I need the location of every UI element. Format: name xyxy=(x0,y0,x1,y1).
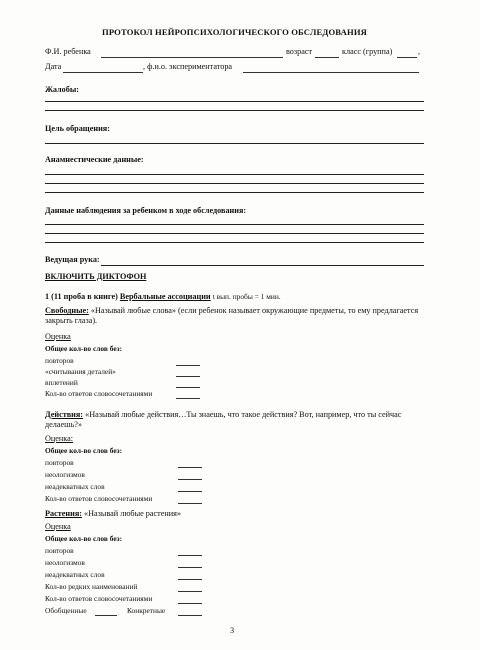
child-name-label: Ф.И. ребенка xyxy=(45,47,91,56)
anamnesis-line[interactable] xyxy=(45,192,424,193)
actions-score-label: Оценка: xyxy=(45,434,74,443)
observation-line[interactable] xyxy=(45,242,424,243)
free-item-field[interactable] xyxy=(176,365,200,366)
plants-item: неологизмов xyxy=(45,558,85,567)
free-item-field[interactable] xyxy=(176,387,200,388)
plants-label: Растения: xyxy=(45,509,82,518)
plants-item-field[interactable] xyxy=(178,603,202,604)
leading-hand-field[interactable] xyxy=(101,265,424,266)
test-number: 1 (11 проба в книге) xyxy=(45,292,118,301)
free-item-field[interactable] xyxy=(176,376,200,377)
test-name: Вербальные ассоциации xyxy=(119,292,211,301)
plants-score-label: Оценка xyxy=(45,522,71,531)
page-number: 3 xyxy=(230,626,235,635)
observation-line[interactable] xyxy=(45,233,424,234)
plants-item-field[interactable] xyxy=(178,591,202,592)
free-label: Свободные: xyxy=(45,306,89,315)
actions-total-label: Общее кол-во слов без: xyxy=(45,446,123,455)
class-field[interactable] xyxy=(397,57,417,58)
free-total-label: Общее кол-во слов без: xyxy=(45,344,123,353)
actions-item-field[interactable] xyxy=(178,479,202,480)
actions-item-field[interactable] xyxy=(178,503,202,504)
actions-item: Кол-во ответов словосочетаниями xyxy=(45,494,153,503)
observation-label: Данные наблюдения за ребенком в ходе обследования: xyxy=(45,206,247,215)
anamnesis-line[interactable] xyxy=(45,183,424,184)
generalized-field[interactable] xyxy=(95,615,117,616)
free-item: «считывания деталей» xyxy=(45,367,116,376)
plants-item: Кол-во редких наименований xyxy=(45,582,138,591)
free-text: «Называй любые слова» (если ребенок называет окружающие предметы, то ему предлагается закрыть глаза). xyxy=(45,306,419,325)
purpose-label: Цель обращения: xyxy=(45,124,110,133)
plants-text: «Называй любые растения» xyxy=(84,509,181,518)
child-name-field[interactable] xyxy=(101,57,283,58)
concrete-label: Конкретные xyxy=(127,606,166,615)
comma: , xyxy=(418,47,421,56)
plants-item: Кол-во ответов словосочетаниями xyxy=(45,594,153,603)
plants-item-field[interactable] xyxy=(178,567,202,568)
plants-item: повторов xyxy=(45,546,74,555)
plants-item: неадекватных слов xyxy=(45,570,105,579)
recorder-instruction: ВКЛЮЧИТЬ ДИКТОФОН xyxy=(45,272,147,281)
free-item: Кол-во ответов словосочетаниями xyxy=(45,389,153,398)
complaints-line[interactable] xyxy=(45,101,424,102)
actions-item-field[interactable] xyxy=(178,467,202,468)
free-item: повторов xyxy=(45,356,74,365)
test-time: t вып. пробы = 1 мин. xyxy=(212,292,281,301)
date-label: Дата xyxy=(45,62,62,71)
free-item: вплетений xyxy=(45,378,78,387)
concrete-field[interactable] xyxy=(178,615,202,616)
complaints-line[interactable] xyxy=(45,110,424,111)
actions-item-field[interactable] xyxy=(178,491,202,492)
generalized-label: Обобщенные xyxy=(45,606,87,615)
complaints-label: Жалобы: xyxy=(45,85,79,94)
experimenter-field[interactable] xyxy=(243,72,419,73)
actions-item: неологизмов xyxy=(45,470,85,479)
free-score-label: Оценка xyxy=(45,332,71,341)
free-item-field[interactable] xyxy=(176,398,200,399)
date-field[interactable] xyxy=(63,72,143,73)
purpose-line[interactable] xyxy=(45,143,424,144)
class-label: класс (группа) xyxy=(342,47,393,56)
actions-label: Действия: xyxy=(45,410,84,419)
page-title: ПРОТОКОЛ НЕЙРОПСИХОЛОГИЧЕСКОГО ОБСЛЕДОВАНИЯ xyxy=(102,27,368,37)
actions-text: «Называй любые действия…Ты знаешь, что такое действия? Вот, например, что ты сейчас делаешь?» xyxy=(45,410,402,429)
actions-item: неадекватных слов xyxy=(45,482,105,491)
plants-item-field[interactable] xyxy=(178,579,202,580)
actions-item: повторов xyxy=(45,458,74,467)
anamnesis-label: Анамнестические данные: xyxy=(45,155,144,164)
observation-line[interactable] xyxy=(45,224,424,225)
age-label: возраст xyxy=(286,47,313,56)
plants-item-field[interactable] xyxy=(178,555,202,556)
experimenter-label: , ф.и.о. экспериментатора xyxy=(143,62,233,71)
age-field[interactable] xyxy=(315,57,339,58)
anamnesis-line[interactable] xyxy=(45,174,424,175)
plants-instruction xyxy=(45,509,181,519)
actions-instruction xyxy=(45,410,425,430)
leading-hand-label: Ведущая рука: xyxy=(45,255,100,264)
free-instruction xyxy=(45,306,425,326)
plants-total-label: Общее кол-во слов без: xyxy=(45,534,123,543)
